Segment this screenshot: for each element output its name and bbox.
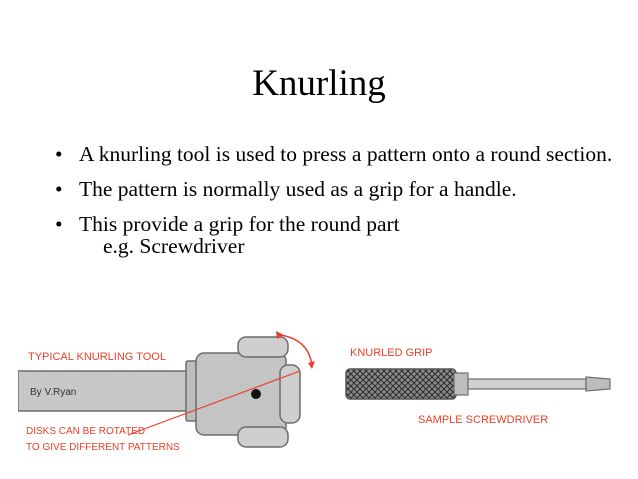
- bullet-list: [55, 141, 615, 268]
- disk-right: [280, 365, 300, 423]
- pivot-icon: [251, 389, 261, 399]
- bullet-text: A knurling tool is used to press a pattern onto a round section.: [79, 142, 613, 166]
- knurled-handle: [346, 369, 456, 399]
- label-author: By V.Ryan: [30, 387, 77, 398]
- bullet-item: [55, 141, 615, 167]
- screwdriver-tip: [586, 377, 610, 391]
- knurling-illustration: [18, 323, 623, 473]
- label-disks-line2: TO GIVE DIFFERENT PATTERNS: [26, 442, 180, 453]
- disk-bottom: [238, 427, 288, 447]
- handle-ferrule: [454, 373, 468, 395]
- example-line: e.g. Screwdriver: [103, 234, 245, 258]
- label-disks-line1: DISKS CAN BE ROTATED: [26, 426, 146, 437]
- bullet-dot-icon: •: [55, 142, 63, 166]
- arrowhead-icon: [308, 361, 315, 369]
- knurling-figure: [18, 323, 623, 478]
- bullet-item: [55, 211, 615, 259]
- tool-head: [196, 353, 286, 435]
- bullet-text: The pattern is normally used as a grip for a handle.: [79, 177, 517, 201]
- label-sample-screwdriver: SAMPLE SCREWDRIVER: [418, 414, 549, 426]
- bullet-dot-icon: •: [55, 212, 63, 236]
- disk-top: [238, 337, 288, 357]
- label-knurled-grip: KNURLED GRIP: [350, 347, 433, 359]
- label-typical-tool: TYPICAL KNURLING TOOL: [28, 351, 166, 363]
- screwdriver-shaft: [468, 379, 586, 389]
- bullet-item: [55, 176, 615, 202]
- slide-title: Knurling: [252, 63, 386, 104]
- bullet-text: This provide a grip for the round part: [79, 212, 400, 236]
- bullet-dot-icon: •: [55, 177, 63, 201]
